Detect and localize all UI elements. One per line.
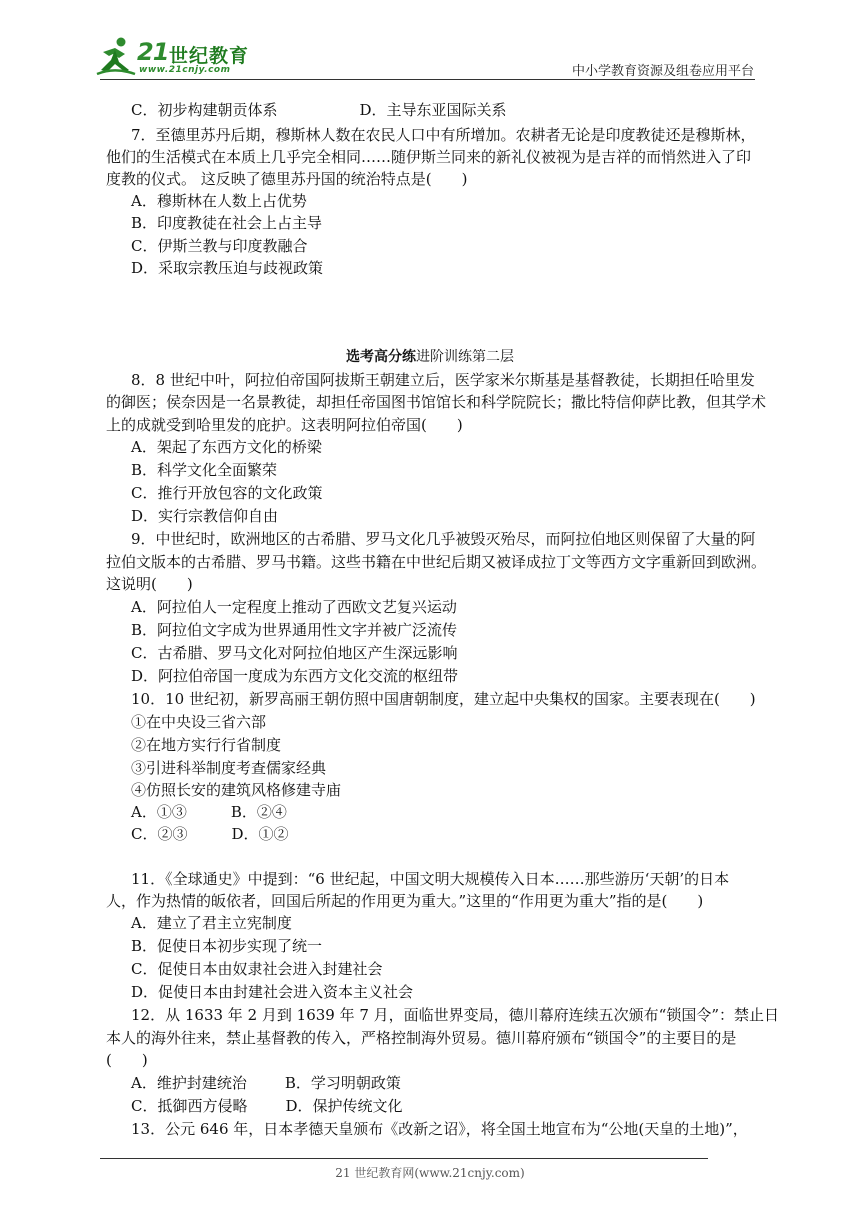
- q8-stem-line-3: 上的成就受到哈里发的庇护。这表明阿拉伯帝国( ): [106, 416, 463, 434]
- q11-option-a[interactable]: A．建立了君主立宪制度: [131, 914, 292, 932]
- q12-option-d[interactable]: D．保护传统文化: [285, 1097, 403, 1115]
- q10-options-cd: [131, 823, 289, 845]
- q10-item-1: ①在中央设三省六部: [131, 713, 267, 731]
- q12-option-a[interactable]: A．维护封建统治: [131, 1074, 247, 1092]
- page-header: [0, 0, 860, 80]
- q9-option-a[interactable]: A．阿拉伯人一定程度上推动了西欧文艺复兴运动: [131, 598, 457, 616]
- q10-option-b[interactable]: B．②④: [230, 803, 287, 821]
- section-title-bold: 选考高分练: [346, 349, 416, 365]
- q9-option-c[interactable]: C．古希腊、罗马文化对阿拉伯地区产生深远影响: [131, 644, 458, 662]
- q7-option-d[interactable]: D．采取宗教压迫与歧视政策: [131, 259, 324, 277]
- q10-options-ab: [131, 801, 287, 823]
- q11-option-c[interactable]: C．促使日本由奴隶社会进入封建社会: [131, 960, 383, 978]
- site-logo[interactable]: [95, 36, 255, 78]
- q11-option-d[interactable]: D．促使日本由封建社会进入资本主义社会: [131, 983, 414, 1001]
- q12-stem-line-1: 12．从 1633 年 2 月到 1639 年 7 月，面临世界变局，德川幕府连续五次颁布“锁国令”：禁止日: [131, 1006, 780, 1024]
- q8-stem-line-2: 的御医；侯奈因是一名景教徒，却担任帝国图书馆馆长和科学院院长；撒比特信仰萨比教，但其学术: [106, 393, 767, 411]
- q7-option-a[interactable]: A．穆斯林在人数上占优势: [131, 192, 307, 210]
- q10-item-3: ③引进科举制度考查儒家经典: [131, 759, 327, 777]
- q12-option-b[interactable]: B．学习明朝政策: [284, 1074, 401, 1092]
- q10-stem: 10．10 世纪初，新罗高丽王朝仿照中国唐朝制度，建立起中央集权的国家。主要表现在( ): [131, 690, 756, 708]
- q12-stem-line-3: ( ): [106, 1051, 148, 1069]
- logo-number: 21: [137, 38, 169, 66]
- q9-stem-line-3: 这说明( ): [106, 575, 193, 593]
- q9-stem-line-2: 拉伯文版本的古希腊、罗马书籍。这些书籍在中世纪后期又被译成拉丁文等西方文字重新回到欧洲。: [106, 553, 767, 571]
- q12-option-c[interactable]: C．抵御西方侵略: [131, 1097, 248, 1115]
- q9-option-d[interactable]: D．阿拉伯帝国一度成为东西方文化交流的枢纽带: [131, 667, 459, 685]
- runner-logo-icon: [95, 36, 137, 78]
- q6-option-c[interactable]: C．初步构建朝贡体系: [131, 101, 278, 119]
- q8-option-a[interactable]: A．架起了东西方文化的桥梁: [131, 438, 322, 456]
- footer-divider: [100, 1158, 708, 1159]
- q11-option-b[interactable]: B．促使日本初步实现了统一: [131, 937, 323, 955]
- q10-option-d[interactable]: D．①②: [231, 825, 289, 843]
- q12-stem-line-2: 本人的海外往来，禁止基督教的传入，严格控制海外贸易。德川幕府颁布“锁国令”的主要目的是: [106, 1029, 737, 1047]
- page-footer[interactable]: 21 世纪教育网(www.21cnjy.com): [335, 1166, 525, 1180]
- q7-stem-line-3: 度教的仪式。 这反映了德里苏丹国的统治特点是( ): [106, 170, 468, 188]
- logo-title: 世纪教育: [169, 45, 250, 67]
- q10-item-4: ④仿照长安的建筑风格修建寺庙: [131, 781, 342, 799]
- platform-name: 中小学教育资源及组卷应用平台: [571, 64, 754, 79]
- q11-stem-line-2: 人，作为热情的皈依者，回国后所起的作用更为重大。”这里的“作用更为重大”指的是( ): [106, 892, 704, 910]
- q12-options-cd: [131, 1095, 403, 1117]
- q9-option-b[interactable]: B．阿拉伯文字成为世界通用性文字并被广泛流传: [131, 621, 458, 639]
- q6-options-cd: [131, 99, 507, 121]
- section-title-rest: 进阶训练第二层: [416, 349, 514, 365]
- q10-item-2: ②在地方实行行省制度: [131, 736, 282, 754]
- q10-option-a[interactable]: A．①③: [131, 803, 187, 821]
- q11-stem-line-1: 11．《全球通史》中提到：“6 世纪起，中国文明大规模传入日本……那些游历‘天朝’的日本: [131, 870, 730, 888]
- q7-stem-line-2: 他们的生活模式在本质上几乎完全相同……随伊斯兰同来的新礼仪被视为是吉祥的而悄然进入了印: [106, 148, 752, 166]
- q7-stem-line-1: 7．至德里苏丹后期，穆斯林人数在农民人口中有所增加。农耕者无论是印度教徒还是穆斯林，: [131, 126, 756, 144]
- q10-option-c[interactable]: C．②③: [131, 825, 188, 843]
- q9-stem-line-1: 9．中世纪时，欧洲地区的古希腊、罗马文化几乎被毁灭殆尽，而阿拉伯地区则保留了大量的阿: [131, 530, 756, 548]
- q7-option-b[interactable]: B．印度教徒在社会上占主导: [131, 214, 323, 232]
- q8-option-c[interactable]: C．推行开放包容的文化政策: [131, 484, 323, 502]
- logo-url: www.21cnjy.com: [139, 65, 231, 75]
- q12-options-ab: [131, 1072, 401, 1094]
- q8-stem-line-1: 8．8 世纪中叶，阿拉伯帝国阿拔斯王朝建立后，医学家米尔斯基是基督教徒，长期担任哈里发: [131, 371, 755, 389]
- section-title: [0, 346, 860, 366]
- q8-option-b[interactable]: B．科学文化全面繁荣: [131, 461, 278, 479]
- q13-stem-line-1: 13．公元 646 年，日本孝德天皇颁布《改新之诏》，将全国土地宣布为“公地(天皇的土地)”，: [131, 1120, 748, 1138]
- q8-option-d[interactable]: D．实行宗教信仰自由: [131, 507, 279, 525]
- q7-option-c[interactable]: C．伊斯兰教与印度教融合: [131, 237, 308, 255]
- q6-option-d[interactable]: D．主导东亚国际关系: [359, 101, 507, 119]
- header-divider: [100, 79, 755, 80]
